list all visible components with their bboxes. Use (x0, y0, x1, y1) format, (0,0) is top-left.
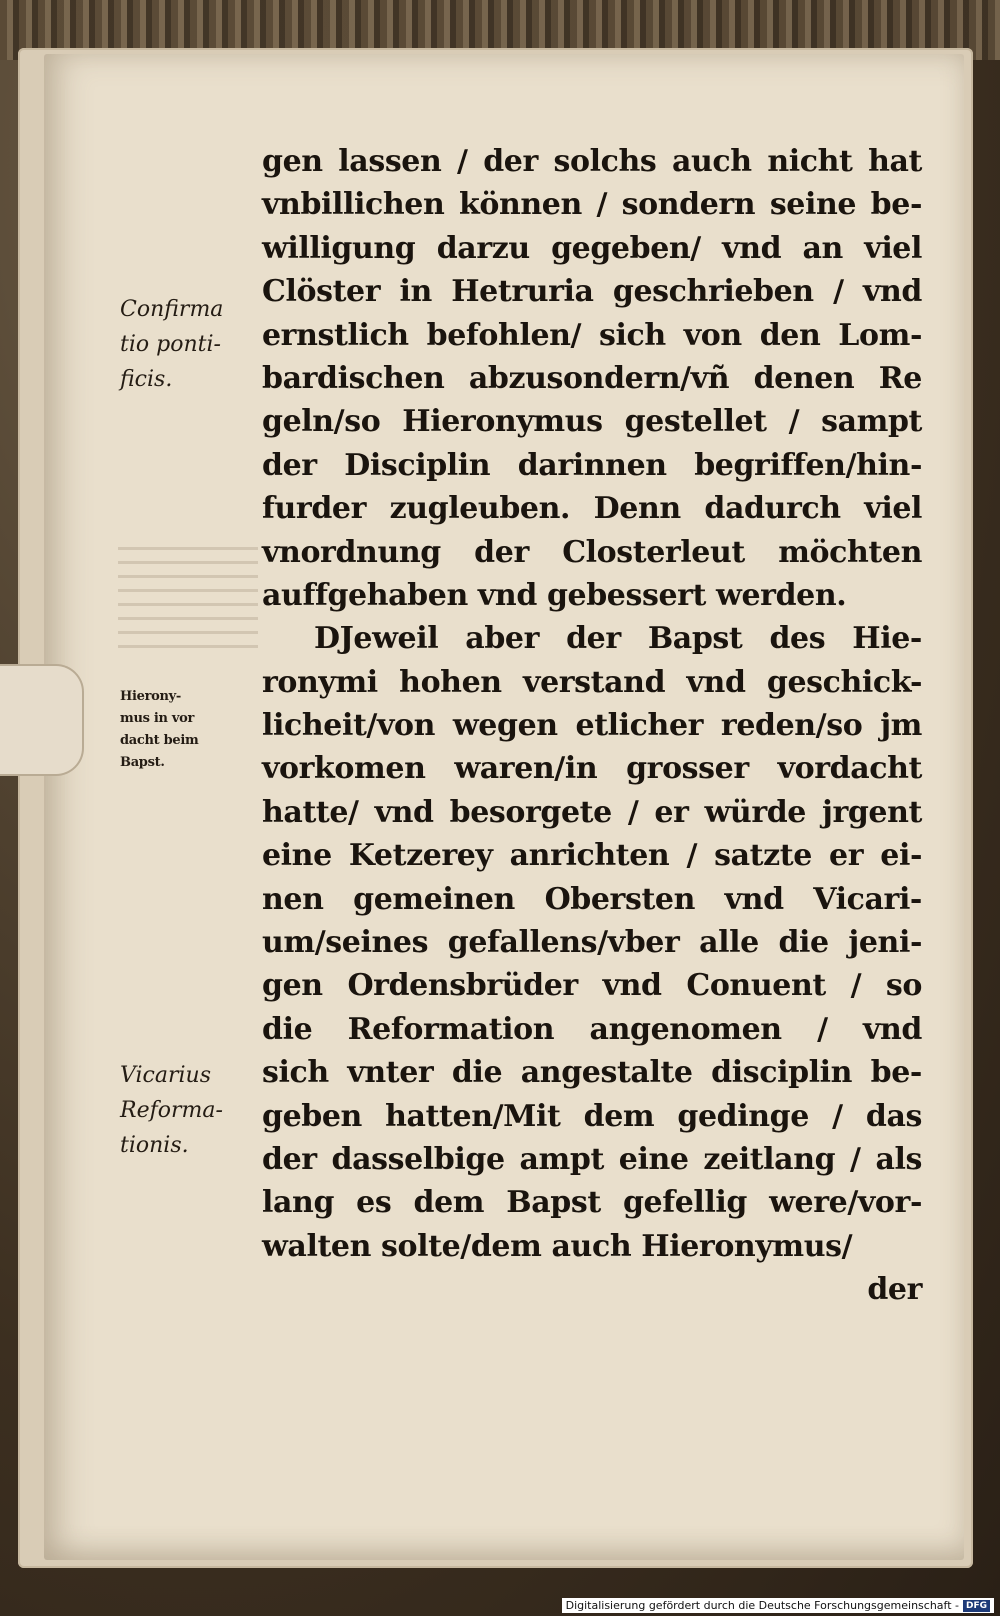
text-line: walten solte/dem auch Hieronymus/ (262, 1228, 853, 1264)
text-line: um/seines gefallens/vber alle die jeni- (262, 925, 922, 961)
text-line: eine Ketzerey anrichten / satzte er ei- (262, 838, 922, 874)
show-through-ink (118, 538, 258, 648)
text-line: ernstlich befohlen/ sich von den Lom- (262, 317, 922, 353)
marginal-note-line: mus in vor (120, 711, 195, 726)
text-line: vorkomen waren/in grosser vordacht (262, 751, 922, 787)
text-line: ronymi hohen verstand vnd geschick- (262, 664, 922, 700)
text-line: nen gemeinen Obersten vnd Vicari- (262, 881, 922, 917)
marginal-note-line: Vicarius (120, 1063, 211, 1088)
text-line: auffgehaben vnd gebessert werden. (262, 577, 847, 613)
credit-text: Digitalisierung gefördert durch die Deutsche Forschungsgemeinschaft - (565, 1599, 959, 1612)
text-line: vnbillichen können / sondern seine be- (262, 187, 922, 223)
text-line: geln/so Hieronymus gestellet / sampt (262, 404, 922, 440)
dfg-logo: DFG (963, 1600, 990, 1612)
text-line: Clöster in Hetruria geschrieben / vnd (262, 274, 922, 310)
text-line: gen lassen / der solchs auch nicht hat (262, 144, 922, 179)
text-line: geben hatten/Mit dem gedinge / das (262, 1098, 922, 1134)
page-clip (0, 664, 84, 776)
marginal-note-confirmatio (120, 292, 260, 397)
marginal-note-line: tio ponti- (120, 332, 221, 357)
text-line: der Disciplin darinnen begriffen/hin- (262, 447, 922, 483)
text-line: gen Ordensbrüder vnd Conuent / so (262, 968, 922, 1004)
main-text-block (262, 140, 922, 1312)
marginal-note-line: ficis. (120, 367, 173, 392)
text-line: die Reformation angenomen / vnd (262, 1011, 922, 1047)
marginal-note-line: Bapst. (120, 755, 165, 770)
marginal-note-vicarius (120, 1058, 260, 1163)
marginal-note-line: Confirma (120, 297, 224, 322)
marginal-note-hieronymus (120, 686, 260, 774)
text-line: lang es dem Bapst gefellig were/vor- (262, 1185, 922, 1221)
marginal-note-line: tionis. (120, 1133, 189, 1158)
text-line: DJeweil aber der Bapst des Hie- (314, 621, 922, 657)
catchword: der (867, 1272, 922, 1308)
marginal-note-line: Reforma- (120, 1098, 223, 1123)
text-line: sich vnter die angestalte disciplin be- (262, 1055, 922, 1091)
text-line: willigung darzu gegeben/ vnd an viel (262, 230, 922, 266)
text-line: hatte/ vnd besorgete / er würde jrgent (262, 794, 922, 830)
text-line: furder zugleuben. Denn dadurch viel (262, 491, 922, 527)
marginal-note-line: dacht beim (120, 733, 199, 748)
text-line: bardischen abzusondern/vñ denen Re (262, 360, 922, 396)
text-line: licheit/von wegen etlicher reden/so jm (262, 708, 922, 744)
text-line: vnordnung der Closterleut möchten (262, 534, 922, 570)
text-line: der dasselbige ampt eine zeitlang / als (262, 1141, 922, 1177)
digitization-credit (562, 1598, 994, 1613)
marginal-note-line: Hierony- (120, 689, 182, 704)
